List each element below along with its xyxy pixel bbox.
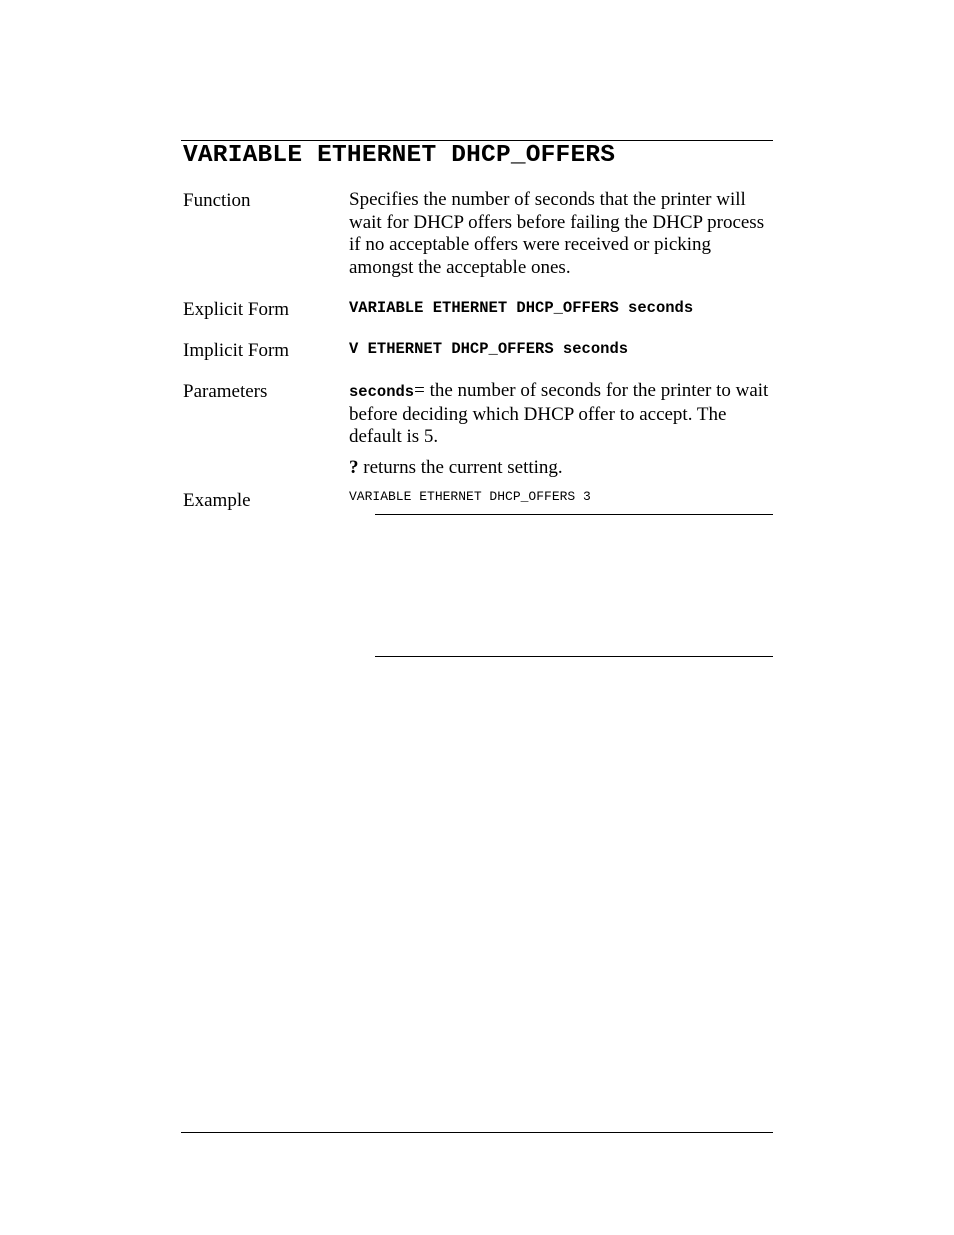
implicit-form-label: Implicit Form bbox=[183, 340, 290, 361]
explicit-form-label: Explicit Form bbox=[183, 299, 290, 320]
implicit-form-code: V ETHERNET DHCP_OFFERS seconds bbox=[349, 340, 629, 358]
page-title: VARIABLE ETHERNET DHCP_OFFERS bbox=[183, 142, 616, 169]
function-text: Specifies the number of seconds that the printer will wait for DHCP offers before failing the DHCP process if no acceptable offers were received or picking amongst the acceptable ones. bbox=[349, 189, 765, 278]
example-box-bottom-rule bbox=[375, 656, 773, 657]
example-label: Example bbox=[183, 490, 251, 511]
function-label: Function bbox=[183, 190, 251, 211]
example-code: VARIABLE ETHERNET DHCP_OFFERS 3 bbox=[349, 489, 591, 504]
bottom-rule bbox=[181, 1132, 773, 1133]
param-description: = the number of seconds for the printer to wait before deciding which DHCP offer to accept. The default is 5. bbox=[349, 380, 769, 448]
parameter-query bbox=[349, 457, 779, 480]
query-symbol: ? bbox=[349, 457, 359, 478]
parameter-seconds bbox=[349, 380, 779, 449]
top-rule bbox=[181, 140, 773, 141]
parameters-label: Parameters bbox=[183, 381, 268, 402]
example-box-top-rule bbox=[375, 514, 773, 515]
param-name: seconds bbox=[349, 383, 415, 401]
query-description: returns the current setting. bbox=[358, 457, 563, 478]
explicit-form-code: VARIABLE ETHERNET DHCP_OFFERS seconds bbox=[349, 299, 694, 317]
